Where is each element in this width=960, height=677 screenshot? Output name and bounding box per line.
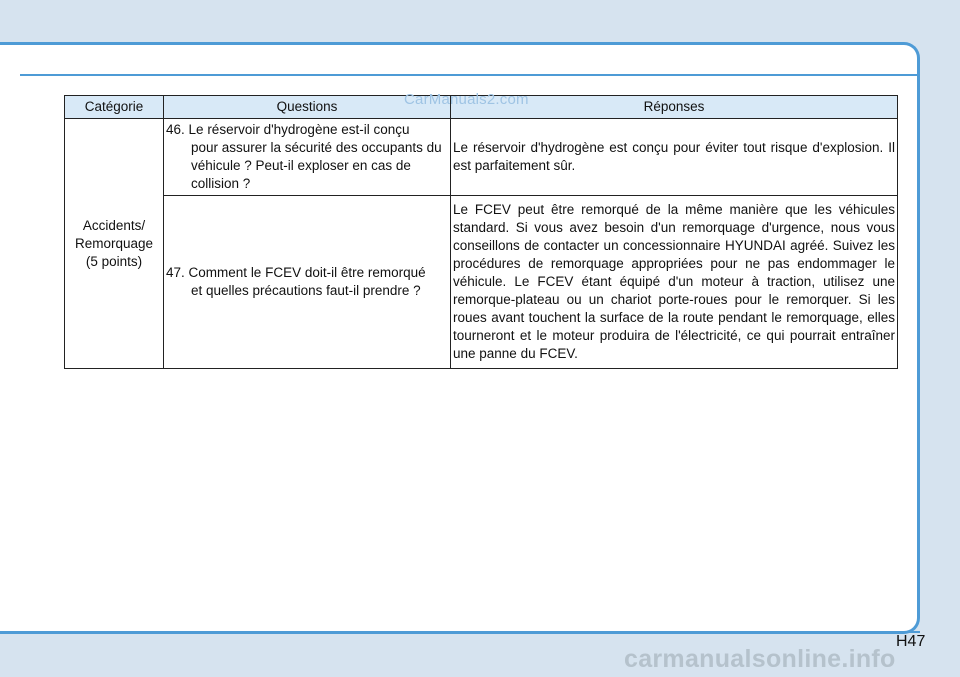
header-category: Catégorie bbox=[65, 96, 164, 119]
header-questions: Questions bbox=[164, 96, 451, 119]
question-text-continued: pour assurer la sécurité des occupants du véhicule ? Peut-il exploser en cas de collision ? bbox=[191, 140, 442, 191]
category-points: (5 points) bbox=[85, 253, 143, 269]
question-text-continued: et quelles précautions faut-il prendre ? bbox=[191, 283, 421, 298]
page-number: H47 bbox=[896, 633, 926, 650]
category-line: Remorquage bbox=[74, 235, 154, 251]
answer-cell: Le réservoir d'hydrogène est conçu pour éviter tout risque d'explosion. Il est parfaitement sûr. bbox=[451, 119, 898, 196]
table-row bbox=[65, 196, 898, 369]
question-cell bbox=[164, 196, 451, 369]
question-number: 46. bbox=[166, 122, 185, 137]
bottom-divider bbox=[20, 631, 920, 633]
question-cell bbox=[164, 119, 451, 196]
table-row bbox=[65, 119, 898, 196]
question-text: Le réservoir d'hydrogène est-il conçu bbox=[188, 122, 410, 137]
watermark-bottom: carmanualsonline.info bbox=[624, 645, 896, 673]
question-text: Comment le FCEV doit-il être remorqué bbox=[188, 265, 426, 280]
watermark-top: CarManuals2.com bbox=[404, 91, 529, 108]
question-number: 47. bbox=[166, 265, 185, 280]
answer-cell: Le FCEV peut être remorqué de la même manière que les véhicules standard. Si vous avez besoin d'un remorquage d'urgence, nous vous conseillons de contacter un concessionnaire HYUNDAI agréé. Suivez les procédures de remorquage appropriées pour ne pas endommager le véhicule. Le FCEV étant équipé d'un moteur à traction, utilisez une remorque-plateau ou un chariot porte-roues pour le remorquer. Si les roues avant touchent la surface de la route pendant le remorquage, elles tourneront et le moteur produira de l'électricité, ce qui pourrait entraîner une panne du FCEV. bbox=[451, 196, 898, 369]
qa-table bbox=[64, 95, 898, 369]
header-answers: Réponses bbox=[451, 96, 898, 119]
category-cell bbox=[65, 119, 164, 369]
category-line: Accidents/ bbox=[82, 217, 146, 233]
top-divider bbox=[20, 74, 920, 76]
